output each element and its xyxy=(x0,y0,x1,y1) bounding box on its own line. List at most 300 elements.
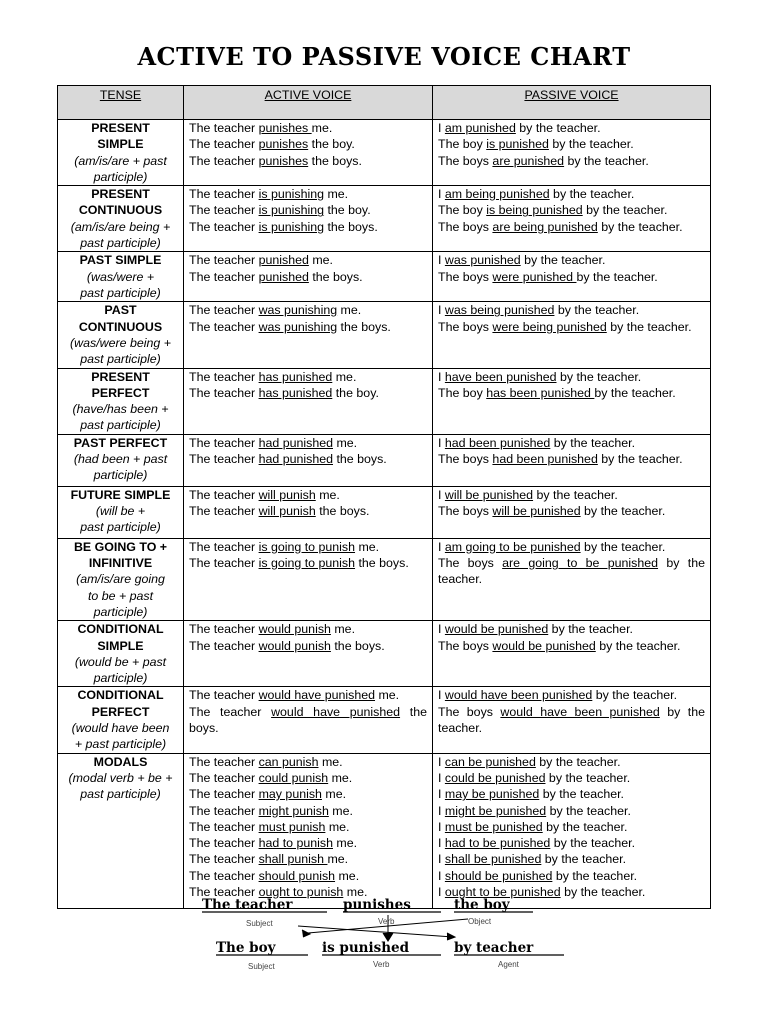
active-sentence xyxy=(189,539,427,555)
active-sentence xyxy=(189,369,427,385)
tense-name: PAST PERFECT xyxy=(73,435,168,450)
passive-sentence xyxy=(438,487,705,503)
sentence-part: I xyxy=(438,622,445,637)
tense-name: PRESENT CONTINUOUS xyxy=(78,187,163,218)
tense-row xyxy=(58,538,711,620)
sentence-part: by the teacher. xyxy=(545,770,631,785)
sentence-part: by the teacher. xyxy=(580,539,666,554)
active-voice-cell xyxy=(184,120,433,186)
passive-sentence xyxy=(438,451,705,467)
sentence-part: The boy xyxy=(438,385,487,400)
tense-row xyxy=(58,687,711,753)
tense-formula: (am/is/are going to be + past participle) xyxy=(76,572,165,619)
passive-sentence xyxy=(438,136,705,152)
active-sentence xyxy=(189,868,427,884)
verb-phrase: are being punished xyxy=(492,219,598,234)
verb-phrase: was punished xyxy=(444,253,521,268)
active-sentence xyxy=(189,754,427,770)
active-sentence xyxy=(189,120,427,136)
passive-sentence xyxy=(438,269,705,285)
sentence-part: me. xyxy=(333,435,358,450)
sentence-part: The teacher xyxy=(189,369,259,384)
sentence-part: the boys. xyxy=(189,704,427,736)
verb-phrase: would have punished xyxy=(258,688,376,703)
sentence-part: I xyxy=(438,688,445,703)
sentence-part: the boys. xyxy=(337,319,391,334)
active-sentence xyxy=(189,835,427,851)
tense-cell xyxy=(58,538,184,620)
sentence-part: The boys xyxy=(438,269,493,284)
sentence-part: I xyxy=(438,539,445,554)
tense-header: TENSE xyxy=(58,86,184,120)
passive-voice-cell xyxy=(433,302,711,368)
tense-name: PAST CONTINUOUS xyxy=(78,303,163,334)
sentence-part: I xyxy=(438,836,445,851)
verb-phrase: punished xyxy=(258,269,309,284)
tense-formula: (have/has been + past participle) xyxy=(72,402,169,433)
passive-sentence xyxy=(438,369,705,385)
sentence-part: by the teacher. xyxy=(597,452,683,467)
passive-sentence xyxy=(438,868,705,884)
sentence-part: The teacher xyxy=(189,803,259,818)
sentence-part: by the teacher. xyxy=(548,622,633,637)
sentence-part: me. xyxy=(325,819,350,834)
passive-voice-cell xyxy=(433,434,711,486)
sentence-part: the boys. xyxy=(333,452,387,467)
tense-formula: (will be + past participle) xyxy=(80,504,161,535)
sentence-part: The teacher xyxy=(189,153,259,168)
active-voice-cell xyxy=(184,186,433,252)
active-voice-cell xyxy=(184,538,433,620)
sentence-part: The boys xyxy=(438,153,493,168)
sentence-part: I xyxy=(438,803,445,818)
verb-phrase: has punished xyxy=(258,385,333,400)
sentence-part: The teacher xyxy=(189,819,259,834)
passive-agent-text: by teacher xyxy=(454,940,534,956)
sentence-part: The teacher xyxy=(189,385,259,400)
sentence-part: The teacher xyxy=(189,452,259,467)
passive-sentence xyxy=(438,555,705,588)
tense-cell xyxy=(58,621,184,687)
sentence-part: The teacher xyxy=(189,319,259,334)
passive-sentence xyxy=(438,638,705,654)
active-sentence xyxy=(189,319,427,335)
sentence-part: The teacher xyxy=(189,219,259,234)
sentence-part: I xyxy=(438,787,445,802)
sentence-part: by the teacher. xyxy=(550,435,636,450)
verb-phrase: may punish xyxy=(258,787,322,802)
verb-phrase: is punishing xyxy=(258,187,325,202)
verb-phrase: must punish xyxy=(258,819,326,834)
tense-row xyxy=(58,434,711,486)
passive-sentence xyxy=(438,219,705,235)
verb-phrase: shall punish xyxy=(258,852,328,867)
active-sentence xyxy=(189,451,427,467)
sentence-part: me. xyxy=(328,770,353,785)
active-sentence xyxy=(189,638,427,654)
sentence-part: by the teacher. xyxy=(594,385,676,400)
header-row xyxy=(58,86,711,120)
sentence-part: The teacher xyxy=(189,487,259,502)
tense-formula: (was/were + past participle) xyxy=(80,269,161,300)
active-sentence xyxy=(189,487,427,503)
verb-phrase: is punished xyxy=(486,137,549,152)
sentence-part: The teacher xyxy=(189,868,259,883)
label-object-top: Object xyxy=(468,917,492,926)
tense-row xyxy=(58,621,711,687)
sentence-part: The boys xyxy=(438,638,493,653)
verb-phrase: is being punished xyxy=(486,203,583,218)
verb-phrase: ought to punish xyxy=(258,884,344,899)
verb-phrase: were being punished xyxy=(492,319,607,334)
active-sentence xyxy=(189,851,427,867)
passive-sentence xyxy=(438,435,705,451)
sentence-part: The boys xyxy=(438,504,493,519)
active-subject-text: The teacher xyxy=(202,897,293,913)
tense-cell xyxy=(58,687,184,753)
sentence-part: by the teacher. xyxy=(533,487,618,502)
verb-phrase: punishes xyxy=(258,121,312,135)
passive-sentence xyxy=(438,302,705,318)
verb-phrase: must be punished xyxy=(444,819,543,834)
tense-row xyxy=(58,753,711,908)
active-sentence xyxy=(189,770,427,786)
verb-phrase: had to punish xyxy=(258,836,333,851)
sentence-part: The teacher xyxy=(189,836,259,851)
sentence-part: me. xyxy=(315,487,340,502)
sentence-part: by the teacher. xyxy=(548,137,634,152)
tense-formula: (am/is/are being + past participle) xyxy=(70,219,171,251)
active-voice-cell xyxy=(184,368,433,434)
tense-formula: (modal verb + be + past participle) xyxy=(68,770,173,802)
verb-phrase: punished xyxy=(258,253,309,268)
sentence-part: I xyxy=(438,852,445,867)
sentence-part: the boy. xyxy=(324,203,371,218)
tense-cell xyxy=(58,252,184,302)
tense-name: FUTURE SIMPLE xyxy=(70,487,171,502)
sentence-part: the boys. xyxy=(308,269,363,284)
active-sentence xyxy=(189,704,427,737)
active-sentence xyxy=(189,252,427,268)
verb-phrase: would be punished xyxy=(492,638,596,653)
verb-phrase: am being punished xyxy=(444,187,550,202)
sentence-part: The boys xyxy=(438,704,501,719)
passive-sentence xyxy=(438,770,705,786)
active-voice-cell xyxy=(184,687,433,753)
tense-cell xyxy=(58,186,184,252)
tense-row xyxy=(58,120,711,186)
tense-cell xyxy=(58,486,184,538)
sentence-part: The teacher xyxy=(189,622,259,637)
passive-sentence xyxy=(438,186,705,202)
verb-phrase: had been punished xyxy=(492,452,598,467)
sentence-part: The teacher xyxy=(189,787,259,802)
sentence-part: by the teacher. xyxy=(546,803,631,818)
verb-phrase: are going to be punished xyxy=(502,556,659,571)
active-voice-header: ACTIVE VOICE xyxy=(184,86,433,120)
page-title: ACTIVE TO PASSIVE VOICE CHART xyxy=(137,42,631,71)
label-verb-bottom: Verb xyxy=(373,960,390,969)
sentence-part: the boys. xyxy=(324,219,378,234)
tense-row xyxy=(58,486,711,538)
verb-phrase: are punished xyxy=(492,153,565,168)
sentence-part: by the teacher. xyxy=(539,787,624,802)
sentence-part: I xyxy=(438,754,445,769)
active-sentence xyxy=(189,219,427,235)
sentence-part: the boys. xyxy=(315,504,370,519)
tense-row xyxy=(58,302,711,368)
sentence-part: by the teacher. xyxy=(606,319,692,334)
tense-cell xyxy=(58,302,184,368)
sentence-part: I xyxy=(438,253,445,268)
verb-phrase: can punish xyxy=(258,754,319,769)
passive-sentence xyxy=(438,835,705,851)
sentence-part: by the teacher. xyxy=(582,203,668,218)
sentence-part: the boys. xyxy=(308,153,362,168)
passive-voice-cell xyxy=(433,486,711,538)
active-voice-cell xyxy=(184,753,433,908)
sentence-part: The teacher xyxy=(189,121,259,135)
tense-formula: (am/is/are + past participle) xyxy=(74,153,167,184)
active-sentence xyxy=(189,435,427,451)
verb-phrase: might be punished xyxy=(444,803,547,818)
tense-name: PRESENT PERFECT xyxy=(91,369,150,400)
active-sentence xyxy=(189,269,427,285)
sentence-part: by the teacher. xyxy=(564,153,649,168)
tense-name: PRESENT SIMPLE xyxy=(91,121,150,152)
verb-phrase: would be punished xyxy=(444,622,549,637)
sentence-part: by the teacher. xyxy=(438,704,705,736)
verb-phrase: would punish xyxy=(258,622,331,637)
label-verb-top: Verb xyxy=(378,917,395,926)
label-agent-bottom: Agent xyxy=(498,960,519,969)
sentence-part: the boy. xyxy=(308,137,355,152)
sentence-transformation-diagram xyxy=(198,891,570,977)
verb-phrase: might punish xyxy=(258,803,329,818)
sentence-part: by the teacher. xyxy=(580,504,666,519)
passive-sentence xyxy=(438,252,705,268)
sentence-part: me. xyxy=(324,187,349,202)
sentence-part: The teacher xyxy=(189,556,259,571)
passive-sentence xyxy=(438,621,705,637)
sentence-part: The boys xyxy=(438,219,493,234)
sentence-part: I xyxy=(438,770,445,785)
verb-phrase: will be punished xyxy=(492,504,581,519)
tense-cell xyxy=(58,753,184,908)
verb-phrase: is punishing xyxy=(258,219,325,234)
active-sentence xyxy=(189,803,427,819)
verb-phrase: were punished xyxy=(492,269,577,284)
sentence-part: by the teacher. xyxy=(554,303,640,318)
sentence-part: The teacher xyxy=(189,435,259,450)
sentence-part: I xyxy=(438,187,445,202)
verb-phrase: was being punished xyxy=(444,303,555,318)
passive-sentence xyxy=(438,503,705,519)
sentence-part: by the teacher. xyxy=(549,187,635,202)
sentence-part: I xyxy=(438,868,445,883)
passive-voice-cell xyxy=(433,252,711,302)
sentence-part: me. xyxy=(337,303,362,318)
sentence-part: The teacher xyxy=(189,539,259,554)
verb-phrase: could be punished xyxy=(444,770,546,785)
sentence-part: by the teacher. xyxy=(556,369,642,384)
active-sentence xyxy=(189,687,427,703)
verb-phrase: ought to be punished xyxy=(444,884,561,899)
sentence-part: by the teacher. xyxy=(515,121,601,135)
sentence-part: by the teacher. xyxy=(576,269,658,284)
tense-row xyxy=(58,368,711,434)
verb-phrase: is going to punish xyxy=(258,539,356,554)
verb-phrase: can be punished xyxy=(444,754,536,769)
passive-sentence xyxy=(438,153,705,169)
sentence-part: by the teacher. xyxy=(542,819,628,834)
sentence-part: by the teacher. xyxy=(592,688,678,703)
sentence-part: me. xyxy=(318,754,343,769)
passive-voice-cell xyxy=(433,687,711,753)
sentence-part: me. xyxy=(327,852,349,867)
active-sentence xyxy=(189,202,427,218)
passive-subject-text: The boy xyxy=(216,940,276,956)
verb-phrase: has punished xyxy=(258,369,333,384)
sentence-part: me. xyxy=(375,688,400,703)
tense-name: PAST SIMPLE xyxy=(79,253,162,268)
verb-phrase: am going to be punished xyxy=(444,539,581,554)
verb-phrase: is going to punish xyxy=(258,556,356,571)
sentence-part: The teacher xyxy=(189,770,259,785)
sentence-part: The boys xyxy=(438,556,503,571)
sentence-part: The boy xyxy=(438,203,487,218)
passive-sentence xyxy=(438,120,705,136)
active-sentence xyxy=(189,186,427,202)
label-subject-top: Subject xyxy=(246,919,273,928)
tense-formula: (would be + past participle) xyxy=(74,654,167,686)
active-sentence xyxy=(189,786,427,802)
passive-sentence xyxy=(438,851,705,867)
passive-sentence xyxy=(438,786,705,802)
passive-voice-header: PASSIVE VOICE xyxy=(433,86,711,120)
verb-phrase: would have punished xyxy=(271,704,401,719)
passive-sentence xyxy=(438,704,705,737)
active-sentence xyxy=(189,503,427,519)
passive-sentence xyxy=(438,385,705,401)
chart-body xyxy=(58,120,711,909)
passive-voice-cell xyxy=(433,368,711,434)
verb-phrase: was punishing xyxy=(258,303,338,318)
verb-phrase: will punish xyxy=(258,487,316,502)
sentence-part: the boys. xyxy=(330,638,385,653)
passive-sentence xyxy=(438,803,705,819)
active-object-text: the boy xyxy=(454,897,510,913)
sentence-part: by the teacher. xyxy=(552,868,638,883)
passive-sentence xyxy=(438,319,705,335)
tense-name: CONDITIONAL PERFECT xyxy=(77,688,164,719)
tense-name: BE GOING TO + INFINITIVE xyxy=(73,539,168,571)
verb-phrase: would have been punished xyxy=(444,688,593,703)
verb-phrase: shall be punished xyxy=(444,852,542,867)
tense-name: CONDITIONAL SIMPLE xyxy=(77,622,164,653)
sentence-part: me. xyxy=(332,836,358,851)
sentence-part: The teacher xyxy=(189,688,259,703)
sentence-part: the boys. xyxy=(355,556,409,571)
tense-formula: (would have been + past participle) xyxy=(71,721,170,752)
verb-phrase: was punishing xyxy=(258,319,338,334)
label-subject-bottom: Subject xyxy=(248,962,275,971)
active-sentence xyxy=(189,819,427,835)
sentence-part: by the teacher. xyxy=(550,836,636,851)
verb-phrase: am punished xyxy=(444,121,516,135)
verb-phrase: should punish xyxy=(258,868,336,883)
verb-phrase: is punishing xyxy=(258,203,325,218)
verb-phrase: would have been punished xyxy=(500,704,660,719)
passive-voice-cell xyxy=(433,753,711,908)
verb-phrase: could punish xyxy=(258,770,329,785)
active-sentence xyxy=(189,555,427,571)
sentence-part: the boy. xyxy=(332,385,379,400)
passive-verb-text: is punished xyxy=(322,940,410,956)
passive-sentence xyxy=(438,819,705,835)
active-voice-cell xyxy=(184,434,433,486)
verb-phrase: had been punished xyxy=(444,435,551,450)
passive-voice-cell xyxy=(433,186,711,252)
sentence-part: The teacher xyxy=(189,754,259,769)
tense-cell xyxy=(58,368,184,434)
sentence-part: The teacher xyxy=(189,203,259,218)
active-sentence xyxy=(189,385,427,401)
verb-phrase: had punished xyxy=(258,452,333,467)
sentence-part: me. xyxy=(332,369,357,384)
sentence-part: me. xyxy=(321,787,347,802)
sentence-part: The teacher xyxy=(189,704,272,719)
sentence-part: I xyxy=(438,121,445,135)
sentence-part: by the teacher. xyxy=(520,253,606,268)
verb-phrase: would punish xyxy=(258,638,331,653)
passive-sentence xyxy=(438,754,705,770)
sentence-part: I xyxy=(438,435,445,450)
verb-phrase: had to be punished xyxy=(444,836,551,851)
verb-phrase: had punished xyxy=(258,435,333,450)
verb-phrase: should be punished xyxy=(444,868,553,883)
sentence-part: The teacher xyxy=(189,303,259,318)
verb-phrase: may be punished xyxy=(444,787,540,802)
sentence-part: The teacher xyxy=(189,884,259,899)
sentence-part: by the teacher. xyxy=(535,754,621,769)
tense-cell xyxy=(58,434,184,486)
passive-sentence xyxy=(438,202,705,218)
sentence-part: The teacher xyxy=(189,852,259,867)
tense-cell xyxy=(58,120,184,186)
active-voice-cell xyxy=(184,486,433,538)
sentence-part: by the teacher. xyxy=(560,884,646,899)
active-sentence xyxy=(189,621,427,637)
sentence-part: by the teacher. xyxy=(595,638,681,653)
sentence-part: me. xyxy=(308,253,333,268)
sentence-part: The teacher xyxy=(189,638,259,653)
active-voice-cell xyxy=(184,252,433,302)
sentence-part: me. xyxy=(355,539,380,554)
sentence-part: The boys xyxy=(438,452,493,467)
passive-sentence xyxy=(438,539,705,555)
sentence-part: by the teacher. xyxy=(597,219,683,234)
sentence-part: I xyxy=(438,819,445,834)
active-voice-cell xyxy=(184,302,433,368)
sentence-part: me. xyxy=(328,803,353,818)
sentence-part: I xyxy=(438,369,445,384)
active-sentence xyxy=(189,153,427,169)
passive-voice-cell xyxy=(433,120,711,186)
sentence-part: The teacher xyxy=(189,187,259,202)
sentence-part: The teacher xyxy=(189,504,259,519)
passive-voice-cell xyxy=(433,538,711,620)
